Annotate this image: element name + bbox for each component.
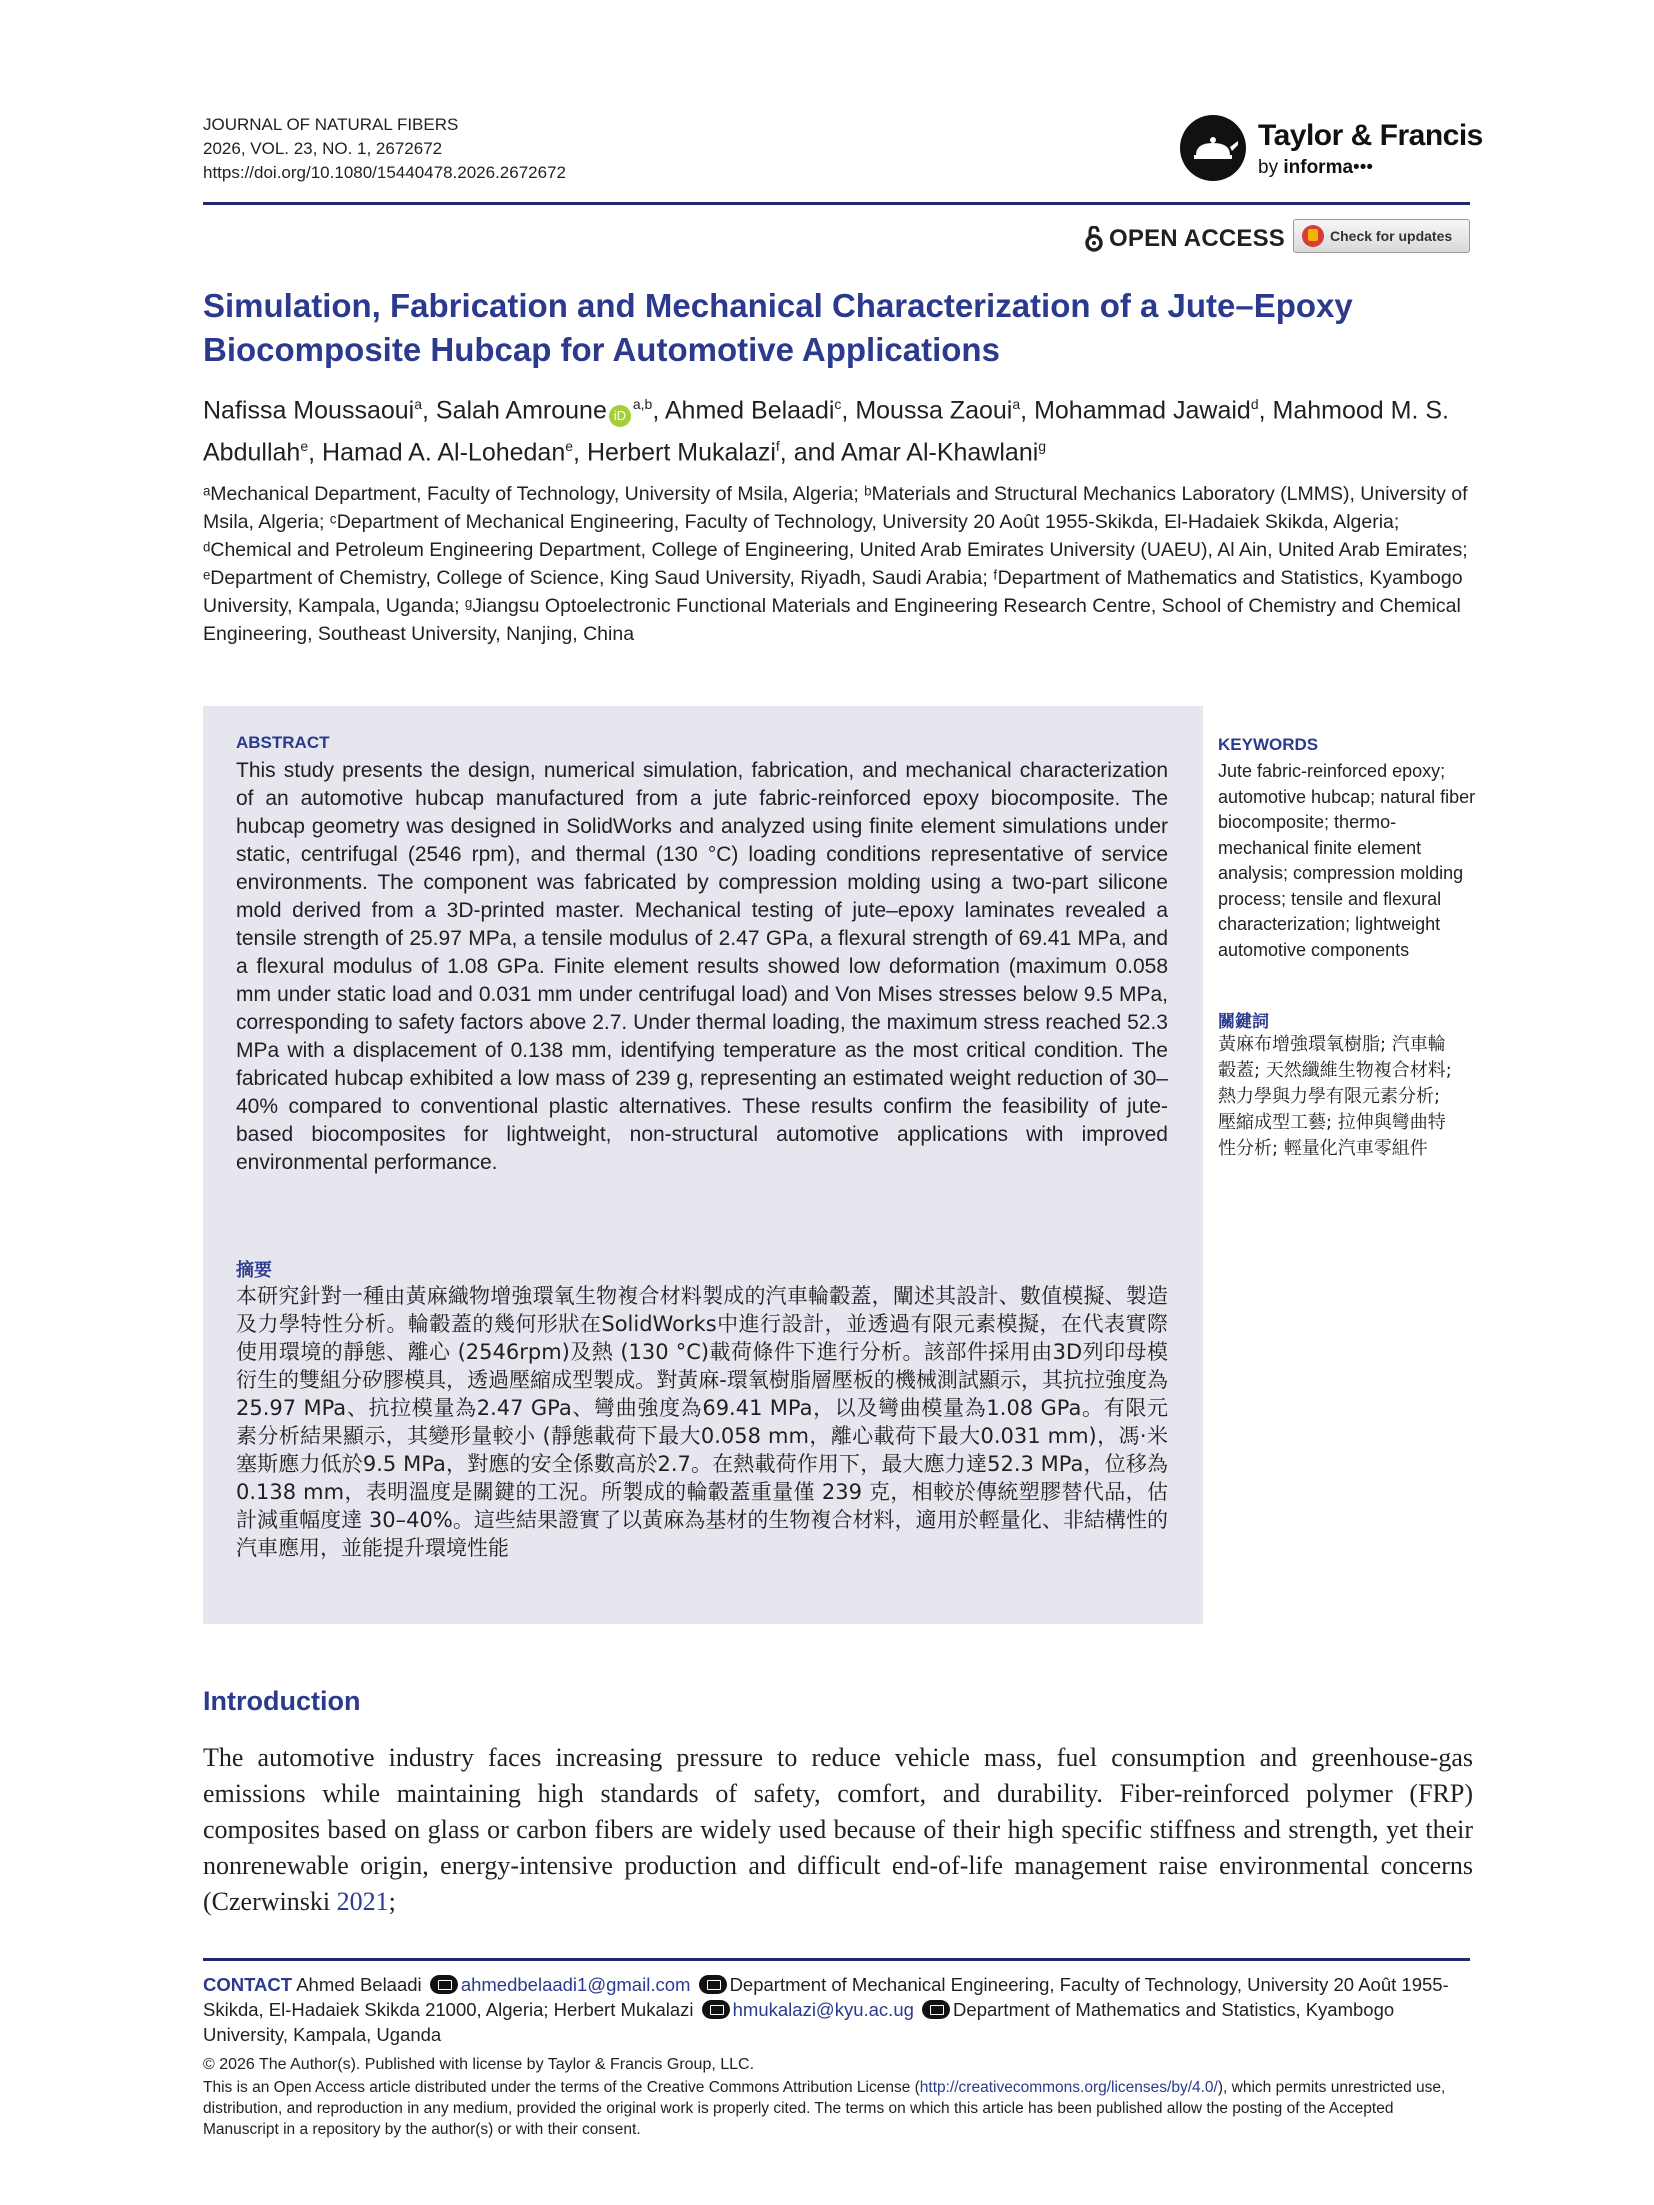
keywords-zh-text: 黃麻布增強環氧樹脂; 汽車輪轂蓋; 天然纖維生物複合材料; 熱力學與力學有限元素分析; 壓縮成型工藝; 拉伸與彎曲特性分析; 輕量化汽車零組件 (1218, 1034, 1452, 1159)
author-separator: , (841, 396, 856, 425)
keywords-zh-heading: 關鍵詞 (1218, 1012, 1269, 1031)
author-affiliation-marker: a (1012, 396, 1021, 412)
orcid-icon[interactable]: iD (609, 405, 631, 427)
author-separator: , and (779, 438, 841, 467)
introduction-heading: Introduction (203, 1686, 361, 1716)
check-for-updates-button[interactable] (1293, 219, 1470, 253)
journal-name: JOURNAL OF NATURAL FIBERS (203, 115, 459, 134)
author-affiliation-marker: d (1250, 396, 1259, 412)
license-pre: This is an Open Access article distributed under the terms of the Creative Commons Attribution License ( (203, 2079, 920, 2096)
journal-header (203, 113, 903, 185)
author-name: Moussa Zaoui (855, 396, 1013, 425)
license-link[interactable]: http://creativecommons.org/licenses/by/4.0/ (919, 2079, 1218, 2096)
publisher-by-prefix: by (1258, 157, 1279, 178)
contact-email-2[interactable]: hmukalazi@kyu.ac.ug (732, 1999, 914, 2020)
footer-divider (203, 1958, 1470, 1961)
contact-author-2: Herbert Mukalazi (553, 1999, 694, 2020)
author-separator: , (652, 396, 665, 425)
open-access-badge[interactable] (1085, 224, 1285, 254)
author-separator: , (422, 396, 436, 425)
author-affiliation-marker: f (775, 438, 780, 455)
copyright-notice: © 2026 The Author(s). Published with license by Taylor & Francis Group, LLC. (203, 2056, 755, 2073)
author-separator: , (573, 438, 587, 467)
email-icon (702, 2000, 730, 2019)
author-name: Ahmed Belaadi (664, 396, 835, 425)
author-affiliation-marker: a (414, 396, 423, 412)
teapot-icon (1180, 115, 1246, 181)
abstract-zh-text: 本研究針對一種由黃麻織物增強環氧生物複合材料製成的汽車輪轂蓋，闡述其設計、數值模擬、製造及力學特性分析。輪轂蓋的幾何形狀在SolidWorks中進行設計，並透過有限元素模擬，在代表實際使用環境的靜態、離心 (2546rpm)及熱 (130 °C)載荷條件下進行分析。該部件採用由3D列印母模衍生的雙組分矽膠模具，透過壓縮成型製成。對黃麻-環氧樹脂層壓板的機械測試顯示，其抗拉強度為25.97 MPa、抗拉模量為2.47 GPa、彎曲強度為69.41 MPa，以及彎曲模量為1.08 GPa。有限元素分析結果顯示，其變形量較小 (靜態載荷下最大0.058 mm，離心載荷下最大0.031 mm)，馮·米塞斯應力低於9.5 MPa，對應的安全係數高於2.7。在熱載荷作用下，最大應力達52.3 MPa，位移為0.138 mm，表明溫度是關鍵的工況。所製成的輪轂蓋重量僅 239 克，相較於傳統塑膠替代品，估計減重幅度達 30–40%。這些結果證實了以黃麻為基材的生物複合材料，適用於輕量化、非結構性的汽車應用，並能提升環境性能 (236, 1284, 1168, 1560)
publisher-by-brand: informa (1283, 157, 1354, 178)
affiliations: ᵃMechanical Department, Faculty of Technology, University of Msila, Algeria; ᵇMaterials and Structural Mechanics Laboratory (LMMS), University of Msila, Algeria; ᶜDepartment of Mechanical Engineering, Faculty of Technology, University 20 Août 1955-Skikda, El-Hadaiek Skikda, Algeria; ᵈChemical and Petroleum Engineering Department, College of Engineering, United Arab Emirates University (UAEU), Al Ain, United Arab Emirates; ᵉDepartment of Chemistry, College of Science, King Saud University, Riyadh, Saudi Arabia; ᶠDepartment of Mathematics and Statistics, Kyambogo University, Kampala, Uganda; ᵍJiangsu Optoelectronic Functional Materials and Engineering Research Centre, School of Chemistry and Chemical Engineering, Southeast University, Nanjing, China (203, 483, 1468, 645)
author-affiliation-marker: e (565, 438, 574, 455)
open-lock-icon (1085, 226, 1103, 252)
abstract-zh-heading: 摘要 (236, 1260, 272, 1280)
email-icon (430, 1975, 458, 1994)
author-separator: , (308, 438, 323, 467)
contact-info (203, 1972, 1473, 2047)
journal-doi[interactable]: https://doi.org/10.1080/15440478.2026.2672672 (203, 163, 566, 182)
author-name: Nafissa Moussaoui (203, 396, 415, 425)
abstract-heading: ABSTRACT (236, 733, 330, 752)
author-name: Hamad A. Al-Lohedan (322, 438, 566, 467)
address-icon (922, 2000, 950, 2019)
citation-link[interactable]: 2021 (336, 1887, 389, 1916)
author-affiliation-marker: c (834, 396, 842, 412)
author-affiliation-marker: g (1038, 438, 1047, 455)
introduction-text (203, 1740, 1473, 1920)
author-name: Mahmood M. S. Abdullah (203, 396, 1449, 467)
contact-address-2: Department of Mathematics and Statistics, Kyambogo University, Kampala, Uganda (203, 1999, 1395, 2045)
author-list (203, 386, 1473, 471)
contact-author-1: Ahmed Belaadi (296, 1974, 422, 1995)
publisher-by-suffix: ••• (1353, 157, 1374, 178)
contact-email-1[interactable]: ahmedbelaadi1@gmail.com (460, 1974, 691, 1995)
address-icon (699, 1975, 727, 1994)
publisher-by-line (1258, 157, 1373, 179)
introduction-body: The automotive industry faces increasing pressure to reduce vehicle mass, fuel consumption and greenhouse-gas emissions while maintaining high standards of safety, comfort, and durability. Fiber-reinforced polymer (FRP) composites based on glass or carbon fibers are widely used because of their high specific stiffness and strength, yet their nonrenewable origin, energy-intensive production and difficult end-of-life management raise environmental concerns (Czerwinski (203, 1743, 1473, 1916)
author-affiliation-marker: a,b (632, 396, 653, 412)
author-name: Salah Amroune (435, 396, 607, 425)
contact-label: CONTACT (203, 1974, 293, 1995)
header-divider (203, 202, 1470, 205)
check-for-updates-label: Check for updates (1330, 228, 1453, 244)
author-name: Herbert Mukalazi (586, 438, 776, 467)
author-name: Amar Al-Khawlani (840, 438, 1039, 467)
publisher-logo[interactable] (1180, 115, 1483, 187)
author-affiliation-marker: e (300, 438, 309, 455)
license-post: ), which permits unrestricted use, distribution, and reproduction in any medium, provided the original work is properly cited. The terms on which this article has been published allow the posting of the Accepted Manuscript in a repository by the author(s) or with their consent. (203, 2079, 1446, 2138)
license-notice (203, 2077, 1473, 2140)
publisher-name: Taylor & Francis (1258, 119, 1483, 152)
bookmark-update-icon (1302, 225, 1324, 247)
open-access-label: OPEN ACCESS (1109, 225, 1286, 252)
article-title: Simulation, Fabrication and Mechanical Characterization of a Jute–Epoxy Biocomposite Hubcap for Automotive Applications (203, 287, 1353, 368)
keywords-text: Jute fabric-reinforced epoxy; automotive hubcap; natural fiber biocomposite; thermo-mechanical finite element analysis; compression molding process; tensile and flexural characterization; lightweight automotive components (1218, 761, 1476, 960)
journal-volume: 2026, VOL. 23, NO. 1, 2672672 (203, 139, 443, 158)
author-separator: , (1258, 396, 1273, 425)
author-name: Mohammad Jawaid (1034, 396, 1251, 425)
abstract-text: This study presents the design, numerical simulation, fabrication, and mechanical characterization of an automotive hubcap manufactured from a jute fabric-reinforced epoxy biocomposite. The hubcap geometry was designed in SolidWorks and analyzed using finite element simulations under static, centrifugal (2546 rpm), and thermal (130 °C) loading conditions representative of service environments. The component was fabricated by compression molding using a two-part silicone mold derived from a 3D-printed master. Mechanical testing of jute–epoxy laminates revealed a tensile strength of 25.97 MPa, a tensile modulus of 2.47 GPa, a flexural strength of 69.41 MPa, and a flexural modulus of 1.08 GPa. Finite element results showed low deformation (maximum 0.058 mm under static load and 0.031 mm under centrifugal load) and Von Mises stresses below 9.5 MPa, corresponding to safety factors above 2.7. Under thermal loading, the maximum stress reached 52.3 MPa with a displacement of 0.138 mm, identifying temperature as the most critical condition. The fabricated hubcap exhibited a low mass of 239 g, representing an estimated weight reduction of 30–40% compared to conventional plastic alternatives. These results confirm the feasibility of jute-based biocomposites for lightweight, non-structural automotive applications with improved environmental performance. (236, 759, 1168, 1174)
author-separator: , (1020, 396, 1035, 425)
keywords-heading: KEYWORDS (1218, 735, 1319, 754)
introduction-tail: ; (388, 1887, 396, 1916)
contact-address-1: Department of Mechanical Engineering, Faculty of Technology, University 20 Août 1955-Skikda, El-Hadaiek Skikda 21000, Algeria; (203, 1974, 1449, 2020)
